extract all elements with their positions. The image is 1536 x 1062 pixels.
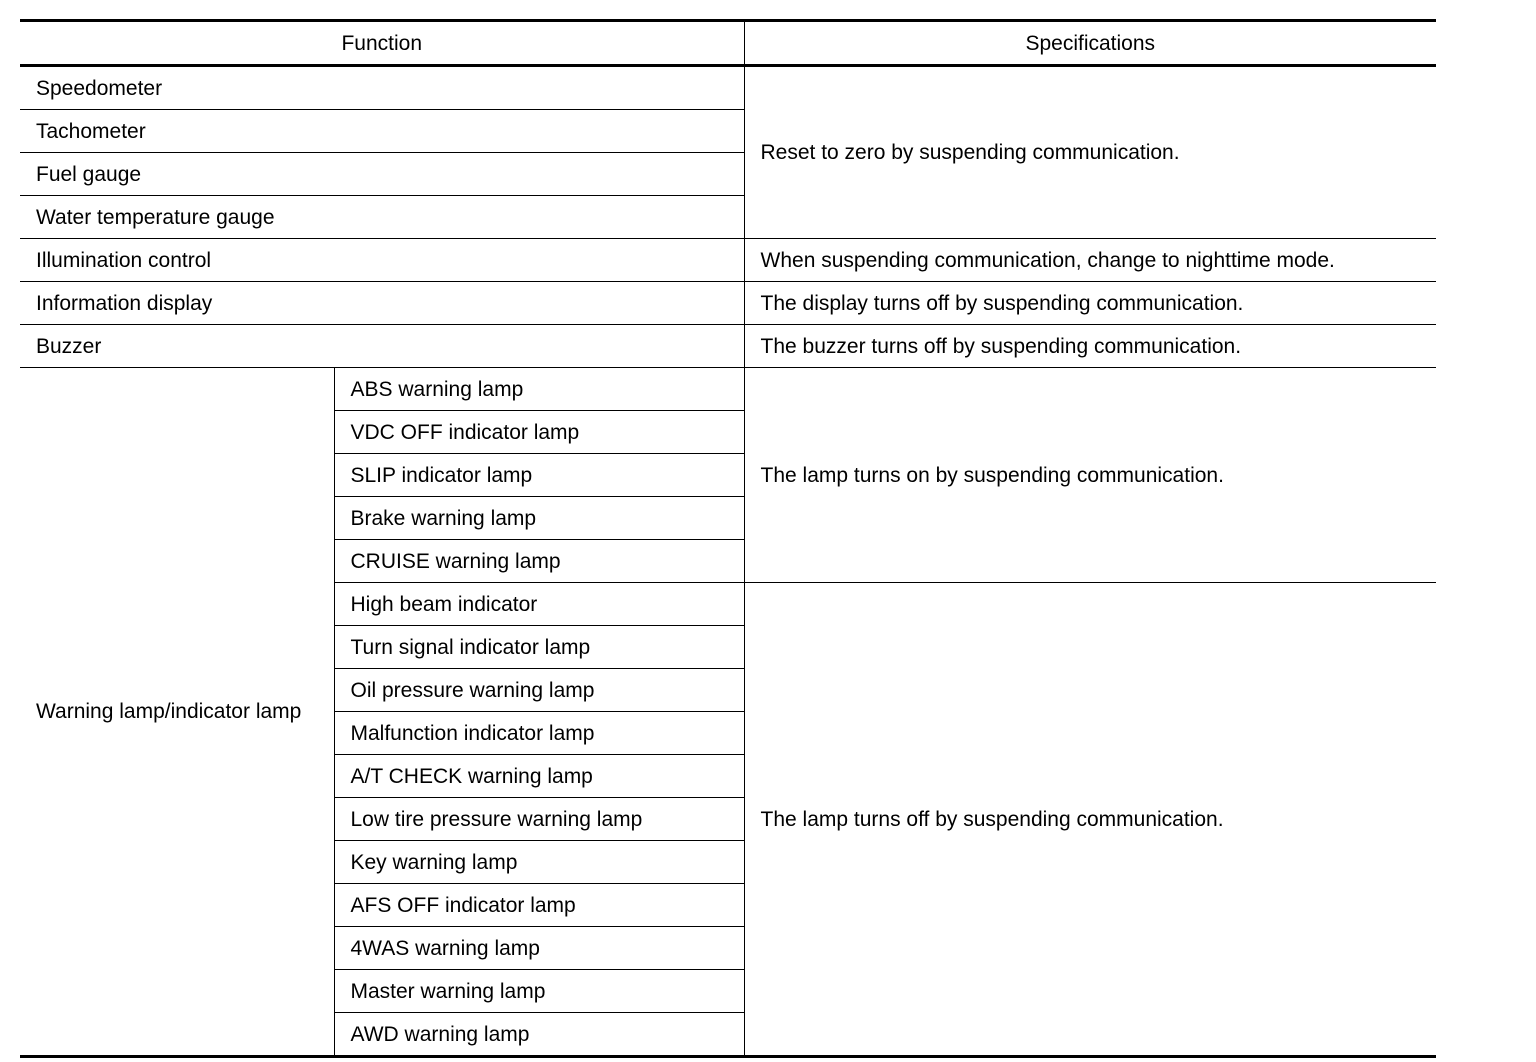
lamp-cell: Brake warning lamp <box>334 497 744 540</box>
lamp-cell: Master warning lamp <box>334 970 744 1013</box>
function-cell: Illumination control <box>20 239 744 282</box>
function-cell: Information display <box>20 282 744 325</box>
lamp-cell: VDC OFF indicator lamp <box>334 411 744 454</box>
header-row <box>20 21 1436 66</box>
table-row <box>20 239 1436 282</box>
function-cell: Fuel gauge <box>20 153 744 196</box>
table-row <box>20 325 1436 368</box>
lamp-cell: 4WAS warning lamp <box>334 927 744 970</box>
function-header: Function <box>20 21 744 66</box>
lamp-cell: A/T CHECK warning lamp <box>334 755 744 798</box>
lamp-cell: Key warning lamp <box>334 841 744 884</box>
table-row <box>20 368 1436 411</box>
function-spec-table <box>20 19 1436 1058</box>
warning-group-label: Warning lamp/indicator lamp <box>20 368 334 1057</box>
table-row <box>20 282 1436 325</box>
spec-cell: The lamp turns on by suspending communication. <box>744 368 1436 583</box>
lamp-cell: Turn signal indicator lamp <box>334 626 744 669</box>
lamp-cell: SLIP indicator lamp <box>334 454 744 497</box>
spec-cell: The display turns off by suspending communication. <box>744 282 1436 325</box>
function-cell: Water temperature gauge <box>20 196 744 239</box>
lamp-cell: ABS warning lamp <box>334 368 744 411</box>
spec-cell: The buzzer turns off by suspending communication. <box>744 325 1436 368</box>
table-row <box>20 66 1436 110</box>
lamp-cell: Low tire pressure warning lamp <box>334 798 744 841</box>
lamp-cell: AFS OFF indicator lamp <box>334 884 744 927</box>
spec-cell: The lamp turns off by suspending communication. <box>744 583 1436 1057</box>
spec-cell: Reset to zero by suspending communication. <box>744 66 1436 239</box>
lamp-cell: Oil pressure warning lamp <box>334 669 744 712</box>
lamp-cell: AWD warning lamp <box>334 1013 744 1057</box>
function-cell: Tachometer <box>20 110 744 153</box>
spec-cell: When suspending communication, change to nighttime mode. <box>744 239 1436 282</box>
function-cell: Speedometer <box>20 66 744 110</box>
lamp-cell: CRUISE warning lamp <box>334 540 744 583</box>
specifications-header: Specifications <box>744 21 1436 66</box>
lamp-cell: Malfunction indicator lamp <box>334 712 744 755</box>
lamp-cell: High beam indicator <box>334 583 744 626</box>
function-cell: Buzzer <box>20 325 744 368</box>
